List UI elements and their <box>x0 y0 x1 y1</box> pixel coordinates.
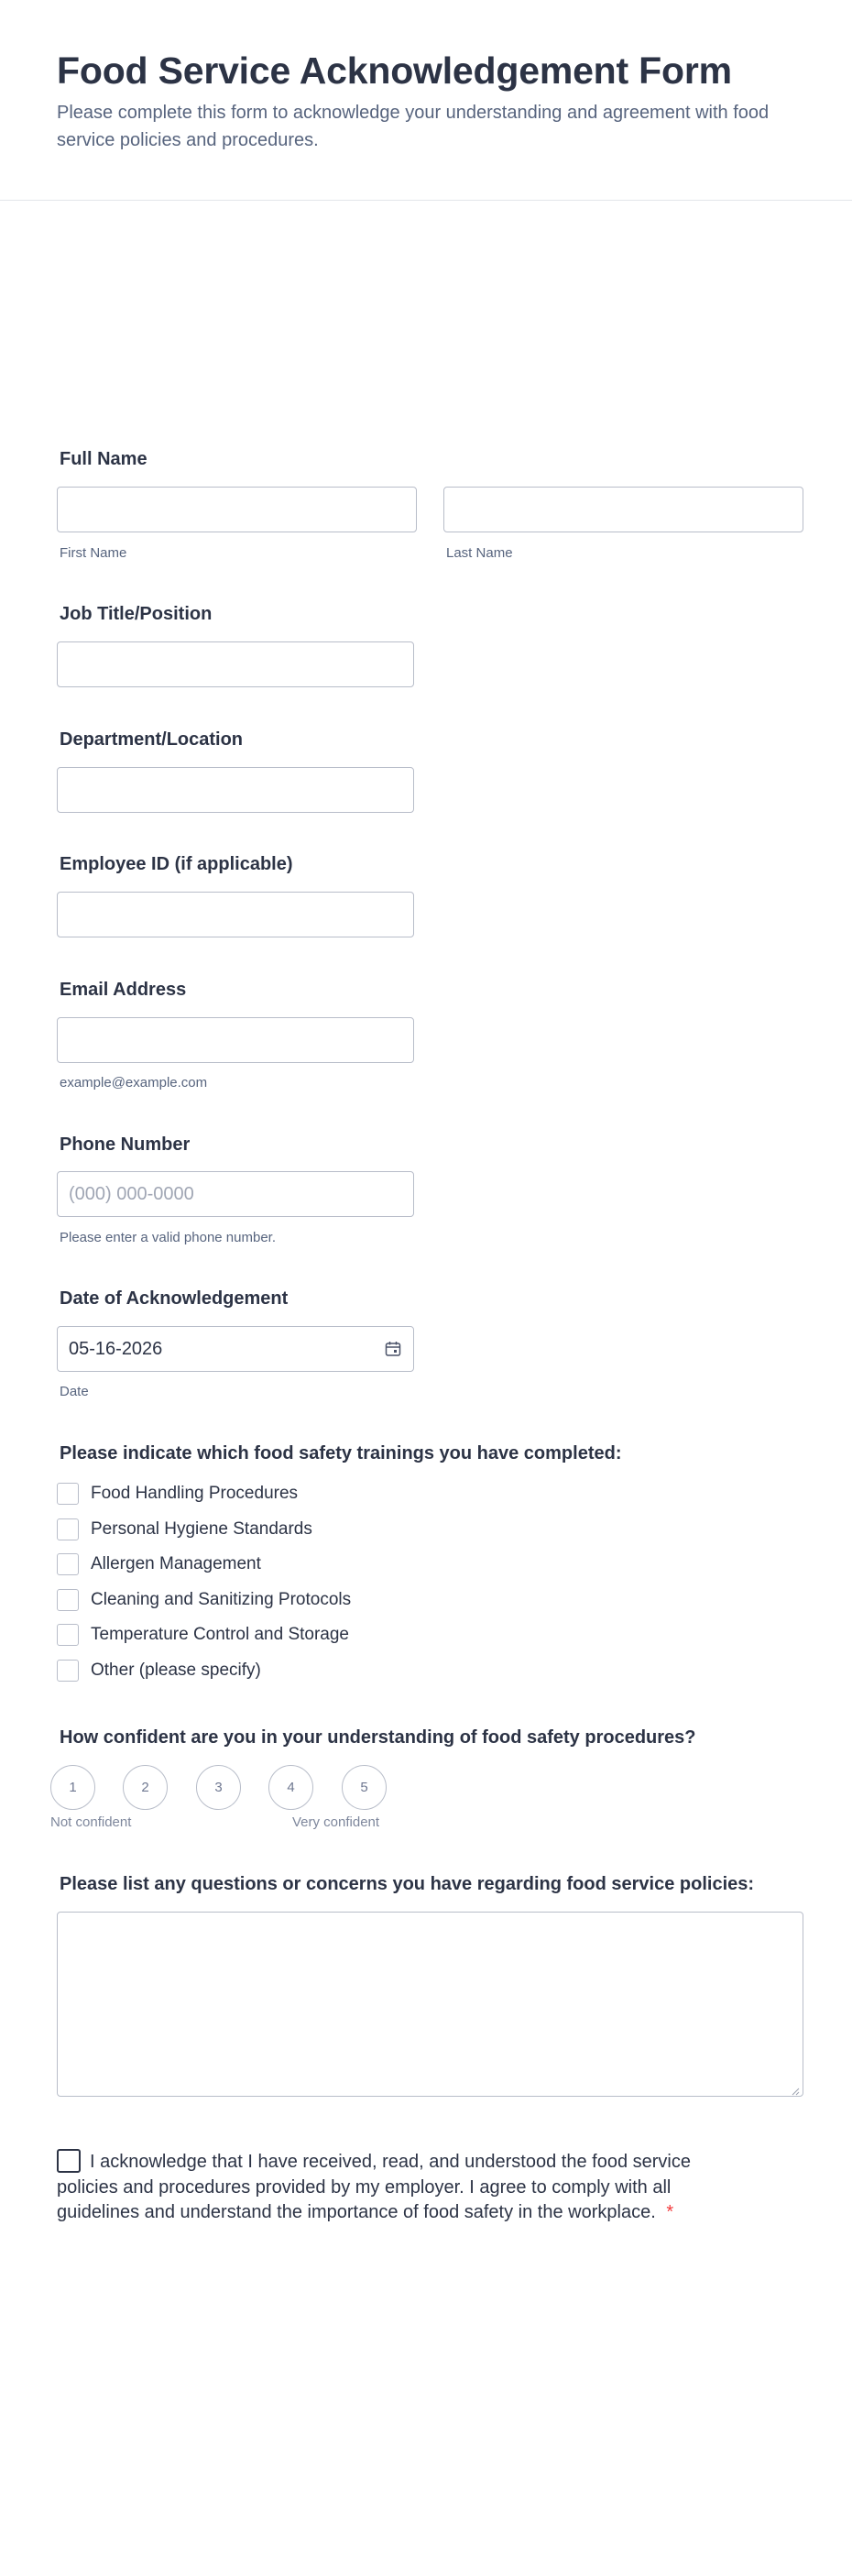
phone-input[interactable] <box>57 1171 414 1217</box>
training-option[interactable] <box>57 1583 351 1618</box>
training-option-label: Other (please specify) <box>91 1660 261 1680</box>
last-name-sublabel: Last Name <box>446 545 513 561</box>
questions-label: Please list any questions or concerns you have regarding food service policies: <box>60 1874 755 1894</box>
confidence-field <box>57 1726 696 1749</box>
date-sublabel: Date <box>60 1384 89 1399</box>
acknowledgement-checkbox[interactable] <box>57 2149 81 2173</box>
employee-id-label: Employee ID (if applicable) <box>60 854 293 874</box>
first-name-sublabel: First Name <box>60 545 127 561</box>
calendar-icon[interactable] <box>384 1340 402 1358</box>
email-label: Email Address <box>60 980 187 1000</box>
scale-option-1[interactable]: 1 <box>50 1765 95 1810</box>
acknowledgement-block <box>57 2149 726 2226</box>
department-field <box>57 728 243 751</box>
scale-option-5[interactable]: 5 <box>342 1765 387 1810</box>
trainings-field <box>57 1441 622 1465</box>
date-label: Date of Acknowledgement <box>60 1288 289 1309</box>
form-header <box>0 0 852 201</box>
training-checkbox[interactable] <box>57 1518 79 1540</box>
department-label: Department/Location <box>60 729 244 750</box>
trainings-options <box>57 1476 351 1688</box>
training-option[interactable] <box>57 1617 351 1653</box>
email-input[interactable] <box>57 1017 414 1063</box>
required-marker: * <box>666 2202 674 2222</box>
training-checkbox[interactable] <box>57 1660 79 1682</box>
scale-option-3[interactable]: 3 <box>196 1765 241 1810</box>
phone-field <box>57 1133 190 1156</box>
training-option-label: Cleaning and Sanitizing Protocols <box>91 1589 352 1609</box>
job-title-field <box>57 602 212 626</box>
training-option-label: Food Handling Procedures <box>91 1484 299 1504</box>
scale-high-label: Very confident <box>292 1814 380 1830</box>
training-option[interactable] <box>57 1547 351 1583</box>
form-title: Food Service Acknowledgement Form <box>57 49 732 92</box>
training-option-label: Allergen Management <box>91 1554 261 1574</box>
date-value: 05-16-2026 <box>69 1338 163 1359</box>
training-option-label: Personal Hygiene Standards <box>91 1518 312 1539</box>
training-option-label: Temperature Control and Storage <box>91 1625 349 1645</box>
scale-option-4[interactable]: 4 <box>268 1765 313 1810</box>
trainings-label: Please indicate which food safety trainings you have completed: <box>60 1443 622 1463</box>
last-name-input[interactable] <box>443 487 803 532</box>
questions-field <box>57 1872 754 1896</box>
email-field <box>57 978 186 1002</box>
employee-id-field <box>57 852 293 876</box>
job-title-label: Job Title/Position <box>60 604 213 624</box>
phone-label: Phone Number <box>60 1135 191 1155</box>
acknowledgement-text: I acknowledge that I have received, read, and understood the food service policies and procedures provided by my employer. I agree to comply with all guidelines and understand the importance of food safety in the workplace. <box>57 2152 691 2222</box>
phone-sublabel: Please enter a valid phone number. <box>60 1230 276 1245</box>
date-field <box>57 1287 288 1310</box>
questions-textarea-wrapper <box>57 1912 803 2097</box>
training-checkbox[interactable] <box>57 1589 79 1611</box>
training-checkbox[interactable] <box>57 1624 79 1646</box>
department-input[interactable] <box>57 767 414 813</box>
confidence-label: How confident are you in your understanding of food safety procedures? <box>60 1727 696 1748</box>
first-name-input[interactable] <box>57 487 417 532</box>
job-title-input[interactable] <box>57 641 414 687</box>
training-option[interactable] <box>57 1512 351 1548</box>
training-option[interactable] <box>57 1653 351 1689</box>
questions-textarea[interactable] <box>57 1912 803 2097</box>
full-name-field <box>57 447 147 471</box>
employee-id-input[interactable] <box>57 892 414 937</box>
full-name-label: Full Name <box>60 449 147 469</box>
date-input[interactable] <box>57 1326 414 1372</box>
scale-low-label: Not confident <box>50 1814 132 1830</box>
form-description: Please complete this form to acknowledge your understanding and agreement with food service policies and procedures. <box>57 103 770 150</box>
training-checkbox[interactable] <box>57 1553 79 1575</box>
scale-option-2[interactable]: 2 <box>123 1765 168 1810</box>
email-sublabel: example@example.com <box>60 1075 208 1091</box>
resize-grip-icon[interactable] <box>791 2084 800 2093</box>
training-checkbox[interactable] <box>57 1483 79 1505</box>
training-option[interactable] <box>57 1476 351 1512</box>
